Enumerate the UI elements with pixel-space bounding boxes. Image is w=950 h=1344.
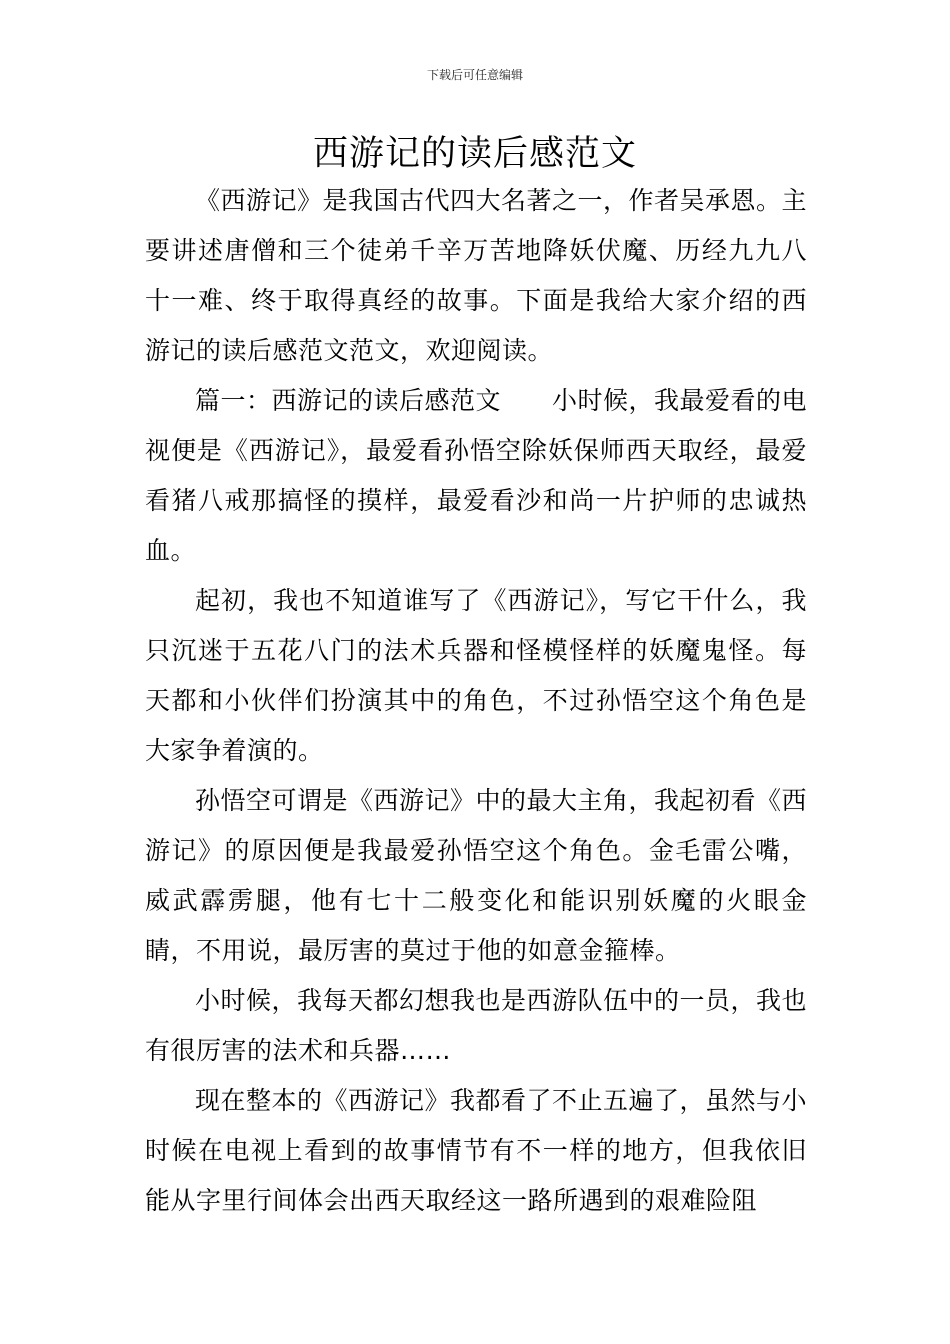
paragraph-2: 起初，我也不知道谁写了《西游记》，写它干什么，我只沉迷于五花八门的法术兵器和怪模怪样的妖魔鬼怪。每天都和小伙伴们扮演其中的角色，不过孙悟空这个角色是大家争着演的。 — [145, 586, 807, 765]
page-title: 西游记的读后感范文 — [312, 134, 637, 174]
paragraph-1: 篇一：西游记的读后感范文 小时候，我最爱看的电视便是《西游记》，最爱看孙悟空除妖保师西天取经，最爱看猪八戒那搞怪的摸样，最爱看沙和尚一片护师的忠诚热血。 — [145, 386, 808, 565]
paragraph-5: 现在整本的《西游记》我都看了不止五遍了，虽然与小时候在电视上看到的故事情节有不一样的地方，但我依旧能从字里行间体会出西天取经这一路所遇到的艰难险阻 — [145, 1086, 808, 1215]
paragraph-3: 孙悟空可谓是《西游记》中的最大主角，我起初看《西游记》的原因便是我最爱孙悟空这个角色。金毛雷公嘴，威武霹雳腿，他有七十二般变化和能识别妖魔的火眼金睛，不用说，最厉害的莫过于他的如意金箍棒。 — [145, 786, 808, 965]
body-text — [145, 176, 807, 1226]
header-note: 下载后可任意编辑 — [426, 68, 523, 82]
paragraph-intro: 《西游记》是我国古代四大名著之一，作者吴承恩。主要讲述唐僧和三个徒弟千辛万苦地降妖伏魔、历经九九八十一难、终于取得真经的故事。下面是我给大家介绍的西游记的读后感范文范文，欢迎阅读。 — [145, 186, 808, 365]
paragraph-4: 小时候，我每天都幻想我也是西游队伍中的一员，我也有很厉害的法术和兵器…… — [145, 986, 808, 1065]
